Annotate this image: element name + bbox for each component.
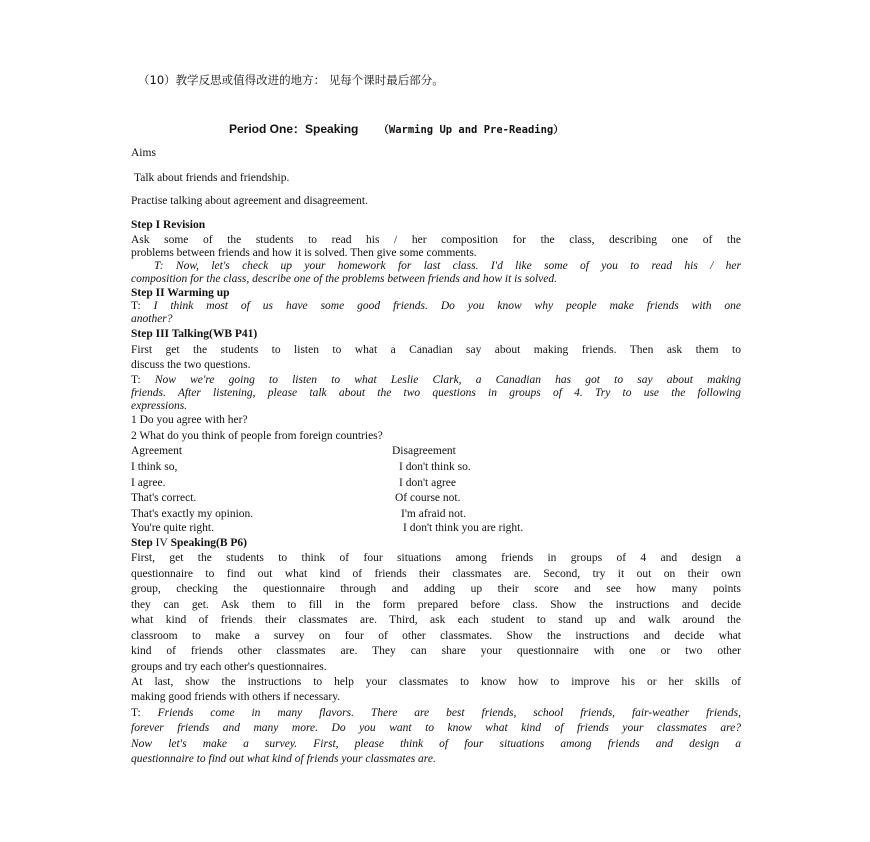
step3-teacher-line: T: Now we're going to listen to what Leslie Clark, a Canadian has got to say about making [131, 374, 741, 386]
disagreement-heading: Disagreement [392, 445, 456, 457]
step4-teacher-line: questionnaire to find out what kind of friends your classmates are. [131, 753, 436, 765]
step4-paragraph-line: groups and try each other's questionnaires. [131, 661, 327, 673]
step4-heading: Step IV Speaking(B P6) [131, 537, 247, 549]
page-title [229, 120, 564, 137]
agreement-phrase: That's correct. [131, 492, 197, 504]
agreement-heading: Agreement [131, 445, 183, 457]
step4-paragraph-line: making good friends with others if necessary. [131, 691, 341, 703]
step4-paragraph-line: kind of friends other classmates are. They can share your questionnaire with one or two other [131, 645, 741, 657]
step2-heading: Step II Warming up [131, 287, 230, 299]
agreement-phrase: I agree. [131, 477, 166, 489]
aim-item: Practise talking about agreement and disagreement. [131, 195, 368, 207]
step4-paragraph-line: First, get the students to think of four situations among friends in groups of 4 and design a [131, 552, 741, 564]
step3-heading: Step III Talking(WB P41) [131, 328, 258, 340]
disagreement-phrase: I don't agree [399, 477, 456, 489]
aims-heading: Aims [131, 147, 156, 159]
step1-text: Ask some of the students to read his / her composition for the class, describing one of the [131, 234, 741, 246]
step3-teacher-line: expressions. [131, 400, 188, 412]
step1-heading: Step I Revision [131, 219, 206, 231]
disagreement-phrase: I don't think you are right. [403, 522, 524, 534]
step4-paragraph-line: questionnaire to find out what kind of friends their classmates are. Second, try it out on their own [131, 568, 741, 580]
step4-teacher-line: Now let's make a survey. First, please think of four situations among friends and design a [131, 738, 741, 750]
title-main: Period One：Speaking [229, 122, 359, 136]
step3-text: discuss the two questions. [131, 359, 251, 371]
agreement-phrase: I think so, [131, 461, 178, 473]
aim-item: Talk about friends and friendship. [134, 172, 290, 184]
step1-teacher-line: T: Now, let's check up your homework for last class. I'd like some of you to read his / her [154, 260, 741, 272]
step4-paragraph-line: classroom to make a survey on four of other classmates. Show the instructions and decide what [131, 630, 741, 642]
step1-text: problems between friends and how it is solved. Then give some comments. [131, 247, 477, 259]
step4-paragraph-line: they can get. Ask them to fill in the form prepared before class. Show the instructions and decide [131, 599, 741, 611]
step4-paragraph-line: At last, show the instructions to help your classmates to know how to improve his or her skills of [131, 676, 741, 688]
agreement-phrase: You're quite right. [131, 522, 214, 534]
disagreement-phrase: Of course not. [395, 492, 461, 504]
step2-teacher-line: another? [131, 313, 173, 325]
step4-paragraph-line: group, checking the questionnaire through and adding up their score and see how many points [131, 583, 741, 595]
step4-teacher-line: T: Friends come in many flavors. There are best friends, school friends, fair-weather friends, [131, 707, 741, 719]
step3-teacher-line: friends. After listening, please talk about the two questions in groups of 4. Try to use the following [131, 387, 741, 399]
question-2: 2 What do you think of people from foreign countries? [131, 430, 383, 442]
reflection-note: （10）教学反思或值得改进的地方： 见每个课时最后部分。 [138, 73, 444, 87]
step4-paragraph-line: what kind of friends their classmates are. Third, ask each student to stand up and walk around the [131, 614, 741, 626]
question-1: 1 Do you agree with her? [131, 414, 248, 426]
step4-teacher-line: forever friends and many more. Do you want to know what kind of friends your classmates are? [131, 722, 741, 734]
step3-text: First get the students to listen to what a Canadian say about making friends. Then ask them to [131, 344, 741, 356]
title-sub: （Warming Up and Pre-Reading） [378, 124, 564, 136]
agreement-phrase: That's exactly my opinion. [131, 508, 254, 520]
disagreement-phrase: I'm afraid not. [401, 508, 466, 520]
step1-teacher-line: composition for the class, describe one of the problems between friends and how it is solved. [131, 273, 557, 285]
step2-teacher-line: T: I think most of us have some good friends. Do you know why people make friends with one [131, 300, 741, 312]
disagreement-phrase: I don't think so. [399, 461, 471, 473]
